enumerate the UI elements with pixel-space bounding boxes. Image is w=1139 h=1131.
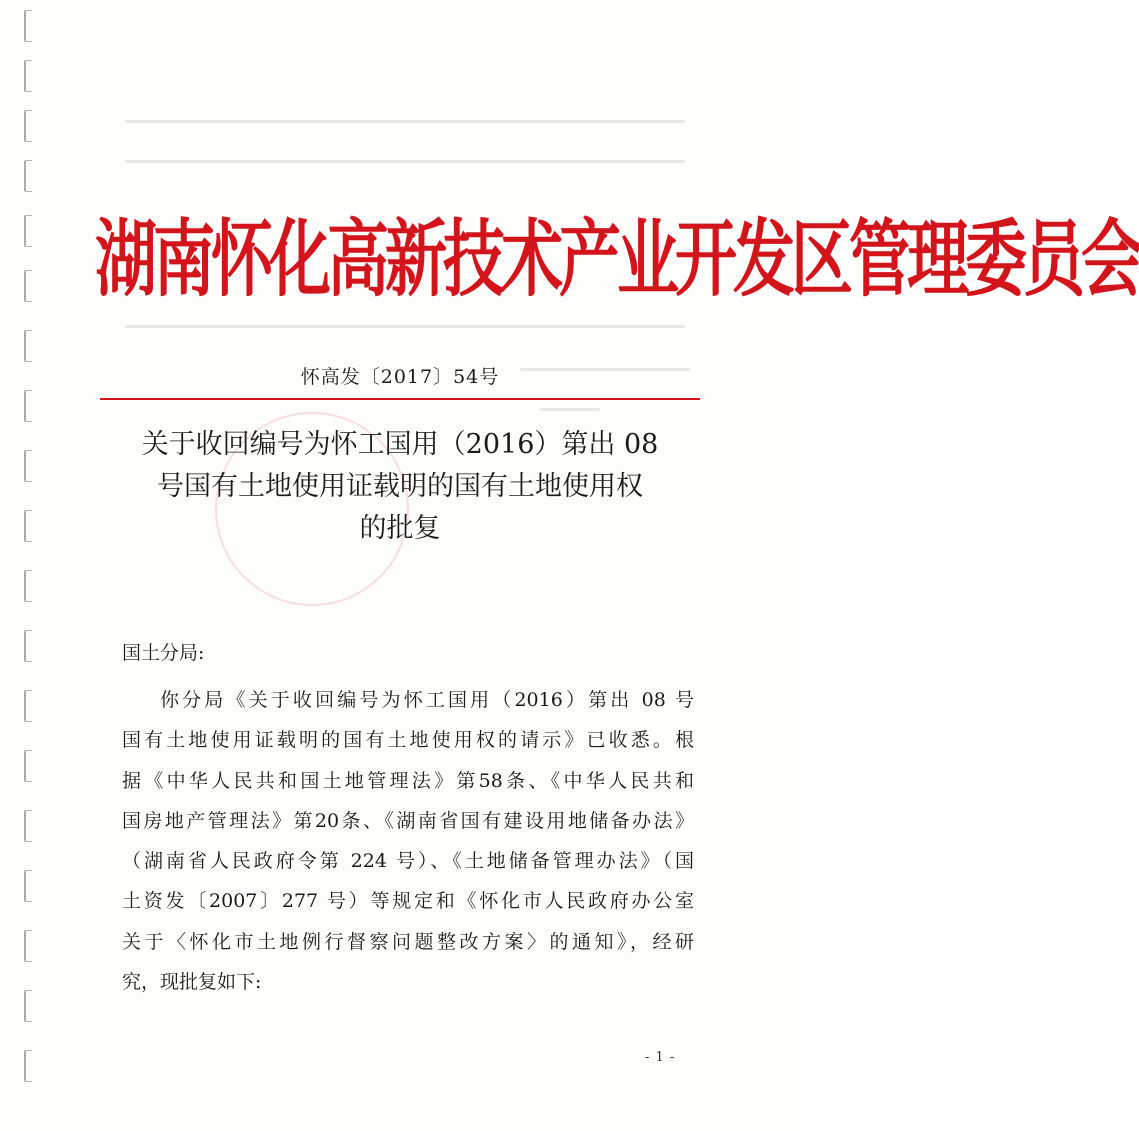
bleed-through-line — [540, 408, 600, 411]
binding-hole — [24, 60, 32, 92]
body-line: 究，现批复如下: — [122, 971, 262, 994]
binding-hole — [24, 390, 32, 422]
body-line: 国有土地使用证载明的国有土地使用权的请示》已收悉。根 — [122, 729, 694, 752]
body-line: 你分局《关于收回编号为怀工国用（2016）第出 08 号 — [160, 689, 694, 711]
body-line: 据《中华人民共和国土地管理法》第58条、《中华人民共和 — [122, 769, 694, 792]
binding-hole — [24, 750, 32, 782]
binding-hole — [24, 215, 32, 247]
bleed-through-line — [125, 120, 685, 123]
red-divider-line — [100, 398, 700, 400]
recipient-salutation: 国土分局: — [122, 642, 205, 664]
binding-hole — [24, 160, 32, 192]
body-line: 土资发〔2007〕277 号）等规定和《怀化市人民政府办公室 — [122, 890, 694, 913]
title-line: 号国有土地使用证载明的国有土地使用权 — [157, 471, 643, 502]
binding-hole — [24, 630, 32, 662]
body-line: 国房地产管理法》第20条、《湖南省国有建设用地储备办法》 — [122, 809, 694, 832]
binding-hole — [24, 990, 32, 1022]
binding-hole — [24, 510, 32, 542]
binding-hole — [24, 110, 32, 142]
bleed-through-line — [125, 160, 685, 163]
body-line: 关于〈怀化市土地例行督察问题整改方案〉的通知》，经研 — [122, 930, 694, 953]
binding-hole — [24, 810, 32, 842]
binding-hole — [24, 330, 32, 362]
document-number: 怀高发〔2017〕54号 — [300, 366, 500, 388]
binding-hole — [24, 1050, 32, 1082]
binding-hole — [24, 930, 32, 962]
binding-hole — [24, 690, 32, 722]
body-paragraph — [122, 680, 694, 1002]
page-number: - 1 - — [645, 1050, 676, 1065]
binding-marks — [18, 10, 38, 1120]
binding-hole — [24, 10, 32, 42]
binding-hole — [24, 570, 32, 602]
title-line: 关于收回编号为怀工国用（2016）第出 08 — [141, 429, 659, 460]
binding-hole — [24, 450, 32, 482]
body-line: （湖南省人民政府令第 224 号）、《土地储备管理办法》（国 — [122, 850, 694, 873]
binding-hole — [24, 270, 32, 302]
binding-hole — [24, 870, 32, 902]
document-title — [110, 424, 690, 550]
issuing-authority-header: 湖南怀化高新技术产业开发区管理委员会 — [95, 209, 1139, 309]
title-line: 的批复 — [359, 513, 441, 544]
